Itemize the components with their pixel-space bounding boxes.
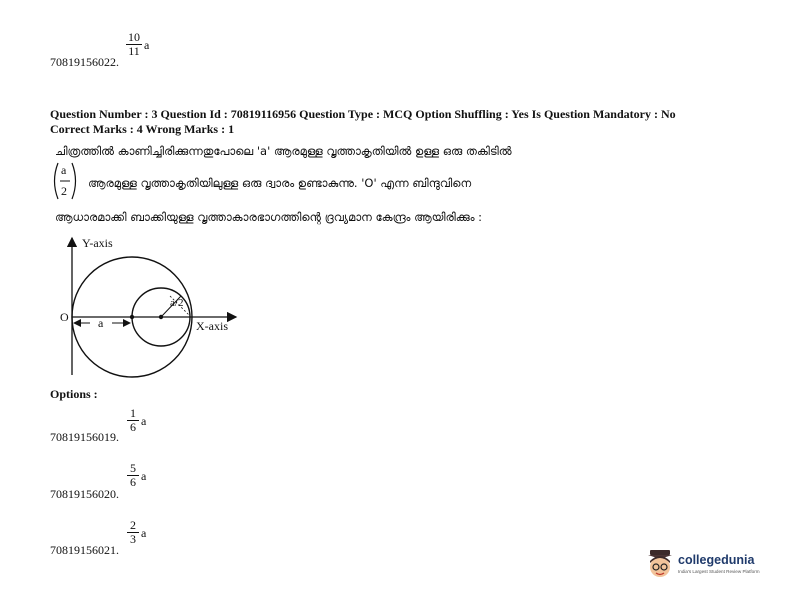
option-3-id[interactable]: 70819156021. [50, 543, 119, 557]
collegedunia-logo[interactable] [644, 547, 774, 583]
mascot-icon [644, 549, 676, 581]
fraction-numerator: 5 [127, 462, 139, 476]
question-text-line-3: ആധാരമാക്കി ബാക്കിയുള്ള വൃത്താകാരഭാഗത്തിന്റെ ദ്രവ്യമാന കേന്ദ്രം ആയിരിക്കും : [55, 210, 483, 224]
option-1-variable: a [141, 414, 147, 428]
question-text-line-1: ചിത്രത്തിൽ കാണിച്ചിരിക്കുന്നതുപോലെ 'a' ആരമുള്ള വൃത്താകൃതിയിൽ ഉള്ള ഒരു തകിടിൽ [55, 144, 512, 158]
fraction-numerator: 10 [128, 30, 140, 44]
marks-line: Correct Marks : 4 Wrong Marks : 1 [50, 122, 235, 136]
prev-option-fraction [126, 31, 142, 58]
inline-fraction-numerator: a [61, 163, 67, 177]
fraction-denominator: 6 [130, 420, 136, 434]
options-label: Options : [50, 387, 98, 401]
question-header: Question Number : 3 Question Id : 70819116956 Question Type : MCQ Option Shuffling : Yes Is Question Mandatory : No [50, 107, 676, 121]
fraction-denominator: 11 [128, 44, 140, 58]
inline-fraction-denominator: 2 [61, 184, 67, 198]
option-3-variable: a [141, 526, 147, 540]
option-3-fraction [127, 519, 139, 546]
option-1-id[interactable]: 70819156019. [50, 430, 119, 444]
y-axis-label: Y-axis [82, 236, 113, 250]
fraction-denominator: 6 [130, 475, 136, 489]
question-text-line-2: ആരമുള്ള വൃത്താകൃതിയിലുള്ള ഒരു ദ്വാരം ഉണ്ടാകുന്നു. 'O' എന്ന ബിന്ദുവിനെ [88, 176, 472, 190]
a-label: a [98, 316, 104, 330]
origin-label: O [60, 310, 69, 324]
fraction-numerator: 2 [127, 519, 139, 533]
x-axis-label: X-axis [196, 319, 228, 333]
fraction-numerator: 1 [127, 407, 139, 421]
option-1-fraction [127, 407, 139, 434]
prev-option-variable: a [144, 38, 150, 52]
logo-name: collegedunia [678, 553, 755, 567]
half-a-label: a/2 [170, 297, 184, 309]
option-2-id[interactable]: 70819156020. [50, 487, 119, 501]
fraction-denominator: 3 [130, 532, 136, 546]
option-2-fraction [127, 462, 139, 489]
option-2-variable: a [141, 469, 147, 483]
logo-tagline: India's Largest Student Review Platform [678, 569, 760, 574]
prev-option-id: 70819156022. [50, 55, 119, 69]
large-circle-center [130, 315, 134, 319]
circle-figure [50, 230, 250, 380]
